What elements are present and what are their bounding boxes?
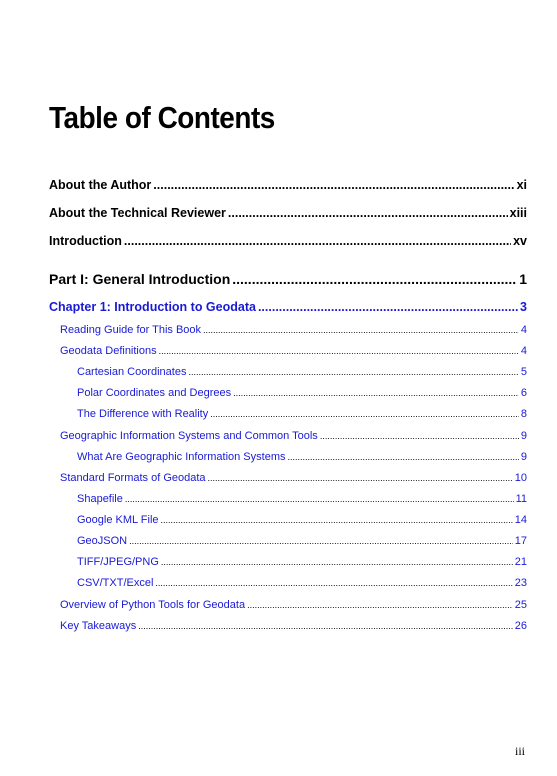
dot-leader [129,536,513,546]
toc-entry-page: 9 [520,451,527,463]
toc-entry-polar[interactable] [77,387,527,399]
page-number: iii [514,744,525,758]
toc-entry-title: About the Technical Reviewer [49,206,226,220]
dot-leader [320,431,519,441]
toc-entry-title: Reading Guide for This Book [60,324,202,336]
toc-entry-title: Standard Formats of Geodata [60,472,206,484]
toc-entry-page: 9 [520,430,527,442]
dot-leader [287,452,518,462]
toc-entry-gis-tools[interactable] [60,430,527,442]
toc-entry-title: Chapter 1: Introduction to Geodata [49,300,256,314]
toc-entry-introduction[interactable] [49,234,527,248]
dot-leader [124,234,511,248]
dot-leader [161,557,513,567]
toc-entry-tiff-jpeg-png[interactable] [77,556,527,568]
toc-entry-page: 3 [520,300,527,314]
toc-entry-title: Introduction [49,234,122,248]
toc-entry-reading-guide[interactable] [60,324,527,336]
toc-entry-page: 4 [520,345,527,357]
toc-entry-difference-reality[interactable] [77,408,527,420]
dot-leader [188,367,518,377]
toc-entry-technical-reviewer[interactable] [49,206,527,220]
toc-entry-about-author[interactable] [49,178,527,192]
dot-leader [125,494,514,504]
toc-entry-page: 10 [514,472,527,484]
dot-leader [247,600,513,610]
toc-entry-page: 5 [520,366,527,378]
toc-entry-title: CSV/TXT/Excel [77,577,154,589]
toc-entry-geojson[interactable] [77,535,527,547]
toc-entry-title: TIFF/JPEG/PNG [77,556,159,568]
toc-entry-page: 21 [514,556,527,568]
toc-entry-title: Shapefile [77,493,123,505]
toc-entry-standard-formats[interactable] [60,472,527,484]
toc-entry-page: 8 [520,408,527,420]
toc-entry-chapter-1[interactable] [49,300,527,314]
toc-entry-title: Part I: General Introduction [49,271,231,287]
toc-entry-title: The Difference with Reality [77,408,209,420]
toc-entry-google-kml[interactable] [77,514,527,526]
dot-leader [233,388,519,398]
dot-leader [203,325,519,335]
dot-leader [210,409,519,419]
toc-entry-python-tools[interactable] [60,599,527,611]
toc-entry-page: xiii [509,206,527,220]
toc-entry-page: 6 [520,387,527,399]
toc-entry-page: 17 [514,535,527,547]
toc-entry-title: What Are Geographic Information Systems [77,451,286,463]
toc-entry-title: Overview of Python Tools for Geodata [60,599,246,611]
dot-leader [159,346,519,356]
toc-entry-what-are-gis[interactable] [77,451,527,463]
dot-leader [138,621,513,631]
toc-entry-cartesian[interactable] [77,366,527,378]
toc-entry-csv-txt-excel[interactable] [77,577,527,589]
toc-entry-title: Geodata Definitions [60,345,157,357]
toc-entry-page: 4 [520,324,527,336]
toc-entry-geodata-definitions[interactable] [60,345,527,357]
toc-entry-key-takeaways[interactable] [60,620,527,632]
dot-leader [228,206,508,220]
toc-entry-page: 26 [514,620,527,632]
toc-entry-title: Geographic Information Systems and Common Tools [60,430,318,442]
dot-leader [258,300,518,314]
toc-entry-page: 11 [515,493,527,505]
toc-entry-page: 23 [514,577,527,589]
dot-leader [232,271,517,287]
page-title: Table of Contents [49,100,275,135]
toc-entry-page: 25 [514,599,527,611]
toc-entry-part-1[interactable] [49,271,527,287]
toc-entry-shapefile[interactable] [77,493,527,505]
toc-entry-page: 1 [519,271,527,287]
dot-leader [161,515,513,525]
toc-entry-title: Cartesian Coordinates [77,366,187,378]
toc-entry-title: About the Author [49,178,152,192]
dot-leader [155,578,512,588]
toc-entry-page: 14 [514,514,527,526]
toc-entry-page: xi [516,178,527,192]
toc-entry-page: xv [513,234,527,248]
toc-entry-title: Key Takeaways [60,620,137,632]
dot-leader [153,178,514,192]
toc-entry-title: Google KML File [77,514,159,526]
toc-entry-title: Polar Coordinates and Degrees [77,387,232,399]
toc-entry-title: GeoJSON [77,535,128,547]
dot-leader [208,473,513,483]
